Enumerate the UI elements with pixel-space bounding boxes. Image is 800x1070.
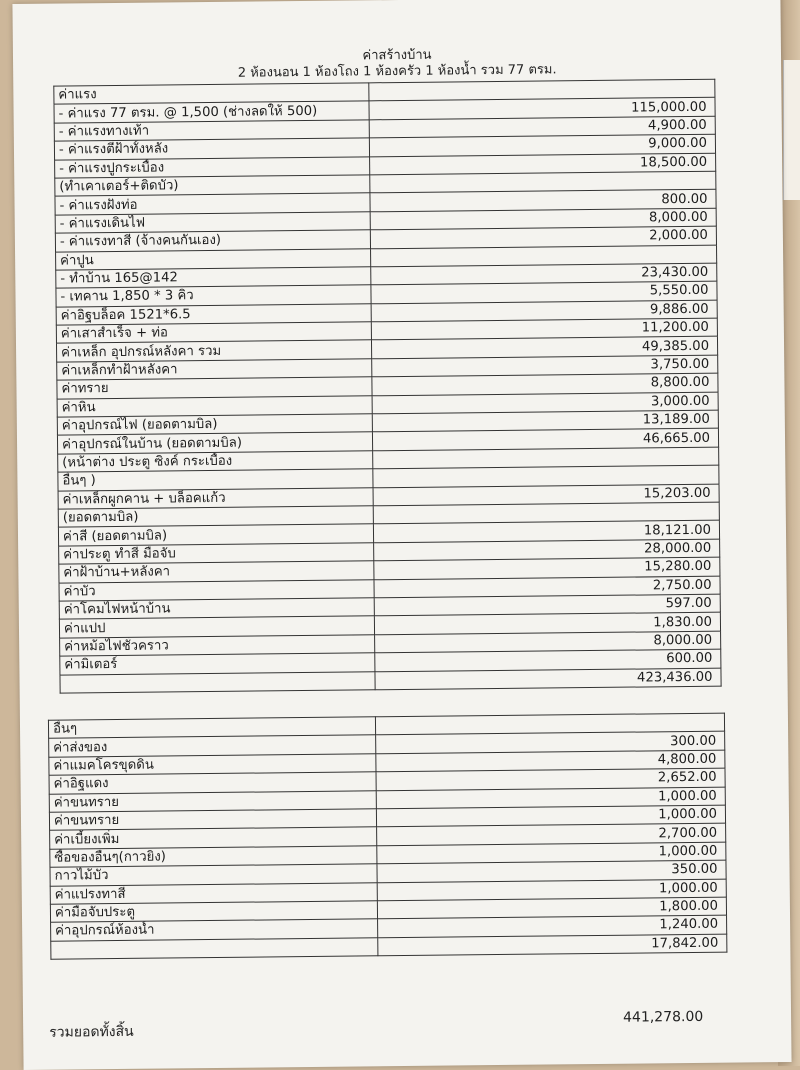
item-label: - ค่าแรงตีฝ้าทั้งหลัง bbox=[54, 138, 369, 160]
item-label: ค่าขนทราย bbox=[49, 790, 376, 812]
item-label: - ค่าแรงฝังท่อ bbox=[55, 193, 370, 215]
item-amount: 18,121.00 bbox=[373, 521, 719, 543]
item-amount: 5,550.00 bbox=[371, 281, 717, 303]
item-amount: 597.00 bbox=[374, 594, 720, 616]
item-label: ค่าแปป bbox=[59, 616, 374, 638]
item-amount: 15,280.00 bbox=[374, 557, 720, 579]
item-label: ค่าโคมไฟหน้าบ้าน bbox=[59, 598, 374, 620]
grand-total-label: รวมยอดทั้งสิ้น bbox=[49, 1023, 134, 1041]
item-amount: 13,189.00 bbox=[372, 410, 718, 432]
item-amount: 300.00 bbox=[376, 732, 725, 754]
item-label: ค่าแรง bbox=[54, 83, 369, 105]
item-amount: 28,000.00 bbox=[374, 539, 720, 561]
item-label: อื่นๆ ) bbox=[58, 469, 373, 491]
background-card bbox=[783, 60, 800, 200]
item-label: ค่าขนทราย bbox=[49, 809, 376, 831]
item-label: - ค่าแรงทางเท้า bbox=[54, 120, 369, 142]
item-label: (ทำเคาเตอร์+ติดบัว) bbox=[55, 175, 370, 197]
item-amount: 8,000.00 bbox=[370, 208, 716, 230]
item-label: - ค่าแรง 77 ตรม. @ 1,500 (ช่างลดให้ 500) bbox=[54, 101, 369, 123]
item-label: ค่าปูน bbox=[56, 248, 371, 270]
item-amount: 423,436.00 bbox=[375, 668, 721, 690]
item-amount: 1,240.00 bbox=[378, 915, 727, 937]
item-amount: 2,750.00 bbox=[374, 576, 720, 598]
item-amount: 2,700.00 bbox=[377, 823, 726, 845]
item-amount: 4,800.00 bbox=[376, 750, 725, 772]
item-label: ค่าฝ้าบ้าน+หลังคา bbox=[59, 561, 374, 583]
item-label: ค่าสี (ยอดตามบิล) bbox=[58, 524, 373, 546]
item-amount: 1,830.00 bbox=[374, 612, 720, 634]
item-label: ค่าอุปกรณ์ไฟ (ยอดตามบิล) bbox=[57, 414, 372, 436]
item-label: - ค่าแรงเดินไฟ bbox=[55, 212, 370, 234]
item-amount: 350.00 bbox=[377, 860, 726, 882]
item-amount: 2,000.00 bbox=[370, 226, 716, 248]
item-amount: 9,886.00 bbox=[371, 300, 717, 322]
item-label: ค่าเบี้ยงเพิ่ม bbox=[50, 827, 377, 849]
item-amount: 3,750.00 bbox=[372, 355, 718, 377]
item-amount: 17,842.00 bbox=[378, 934, 727, 956]
item-label: ค่าทราย bbox=[57, 377, 372, 399]
item-label: - ค่าแรงทาสี (จ้างคนกันเอง) bbox=[55, 230, 370, 252]
item-label: ค่าประตู ทำสี มือจับ bbox=[59, 543, 374, 565]
item-label: ค่าอิฐแดง bbox=[49, 772, 376, 794]
item-amount: 15,203.00 bbox=[373, 484, 719, 506]
document-subtitle: 2 ห้องนอน 1 ห้องโถง 1 ห้องครัว 1 ห้องน้ำ รวม 77 ตรม. bbox=[237, 62, 557, 81]
item-label: ค่าหม้อไฟชั่วคราว bbox=[60, 635, 375, 657]
item-label: ค่าเหล็กทำฝ้าหลังคา bbox=[57, 359, 372, 381]
item-label: ค่ามิเตอร์ bbox=[60, 653, 375, 675]
item-label: ค่าเหล็ก อุปกรณ์หลังคา รวม bbox=[56, 340, 371, 362]
item-label: (ยอดตามบิล) bbox=[58, 506, 373, 528]
item-label: ค่าอุปกรณ์ห้องน้ำ bbox=[51, 919, 378, 941]
item-label: กาวไม้บัว bbox=[50, 864, 377, 886]
document-title: ค่าสร้างบ้าน bbox=[362, 47, 432, 64]
item-amount: 1,000.00 bbox=[376, 805, 725, 827]
grand-total-value: 441,278.00 bbox=[623, 1008, 704, 1026]
item-label: ค่าแปรงทาสี bbox=[50, 882, 377, 904]
item-amount: 600.00 bbox=[375, 649, 721, 671]
item-label: อื่นๆ bbox=[48, 717, 375, 739]
item-label: ค่าเสาสำเร็จ + ท่อ bbox=[56, 322, 371, 344]
item-amount: 23,430.00 bbox=[371, 263, 717, 285]
item-amount: 1,000.00 bbox=[376, 787, 725, 809]
item-label bbox=[51, 937, 378, 959]
item-amount: 18,500.00 bbox=[370, 153, 716, 175]
item-amount: 115,000.00 bbox=[369, 98, 715, 120]
item-amount: 8,800.00 bbox=[372, 373, 718, 395]
item-label: (หน้าต่าง ประตู ซิงค์ กระเบื้อง bbox=[58, 451, 373, 473]
item-amount: 1,000.00 bbox=[377, 879, 726, 901]
item-label: - ค่าแรงปูกระเบื้อง bbox=[55, 156, 370, 178]
item-amount: 1,000.00 bbox=[377, 842, 726, 864]
item-label: ค่ามือจับประตู bbox=[50, 901, 377, 923]
other-cost-table bbox=[48, 713, 727, 960]
item-amount: 1,800.00 bbox=[377, 897, 726, 919]
item-label: ค่าบัว bbox=[59, 579, 374, 601]
item-label bbox=[60, 671, 375, 693]
item-amount: 49,385.00 bbox=[371, 337, 717, 359]
construction-cost-table bbox=[53, 79, 721, 694]
item-label: ซื้อของอื่นๆ(กาวยิง) bbox=[50, 846, 377, 868]
item-amount: 11,200.00 bbox=[371, 318, 717, 340]
item-amount: 9,000.00 bbox=[369, 134, 715, 156]
item-amount: 46,665.00 bbox=[372, 429, 718, 451]
item-label: - เทคาน 1,850 * 3 คิว bbox=[56, 285, 371, 307]
item-amount: 2,652.00 bbox=[376, 768, 725, 790]
item-amount: 4,900.00 bbox=[369, 116, 715, 138]
document-page bbox=[12, 0, 791, 1070]
item-label: ค่าหิน bbox=[57, 395, 372, 417]
item-label: ค่าอุปกรณ์ในบ้าน (ยอดตามบิล) bbox=[57, 432, 372, 454]
item-label: - ทำบ้าน 165@142 bbox=[56, 267, 371, 289]
item-amount: 800.00 bbox=[370, 190, 716, 212]
item-label: ค่าแมคโครขุดดิน bbox=[49, 754, 376, 776]
item-amount: 8,000.00 bbox=[375, 631, 721, 653]
item-label: ค่าเหล็กผูกคาน + บล็อคแก้ว bbox=[58, 487, 373, 509]
item-amount: 3,000.00 bbox=[372, 392, 718, 414]
item-label: ค่าส่งของ bbox=[49, 735, 376, 757]
item-label: ค่าอิฐบล็อค 1521*6.5 bbox=[56, 303, 371, 325]
